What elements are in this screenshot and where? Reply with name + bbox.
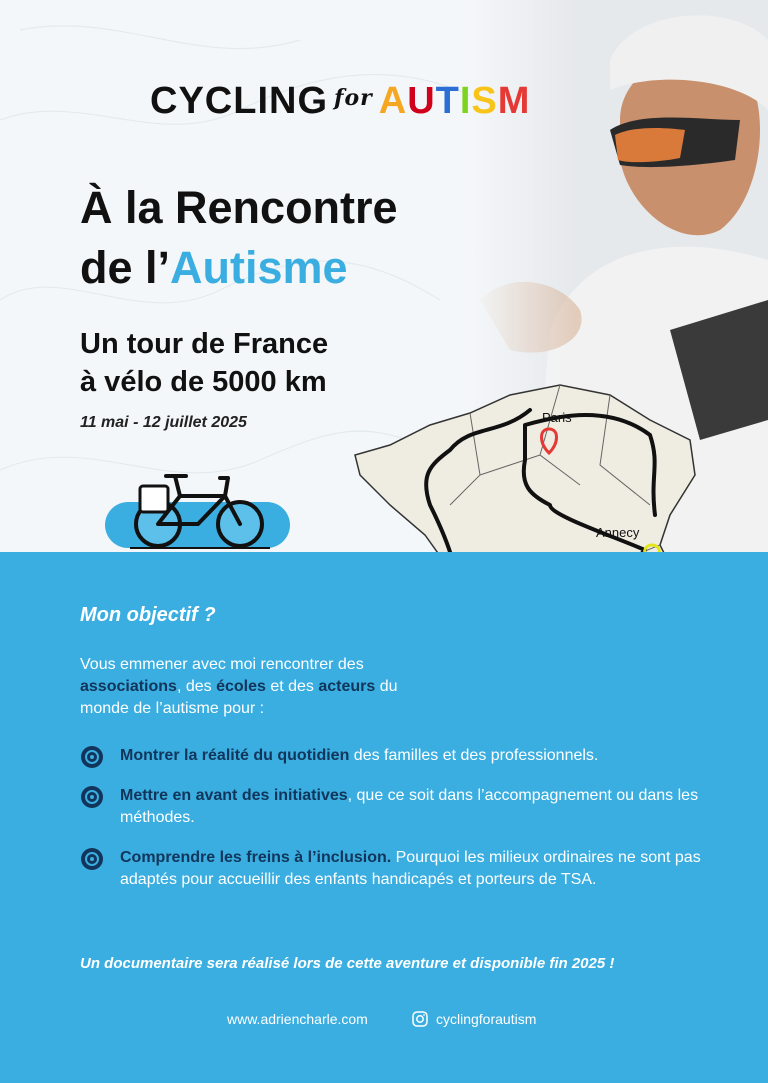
instagram-link[interactable]: cyclingforautism	[412, 1011, 536, 1027]
title-line-1: À la Rencontre	[80, 182, 398, 233]
list-item: Comprendre les freins à l’inclusion. Pourquoi les milieux ordinaires ne sont pas adaptés pour accueillir des enfants handicapés et porteurs de TSA.	[80, 847, 720, 891]
map-label-paris: Paris	[542, 410, 572, 425]
logo-letter: S	[471, 80, 498, 122]
website-link[interactable]: www.adriencharle.com	[227, 1011, 368, 1027]
target-icon	[80, 745, 104, 769]
list-item: Montrer la réalité du quotidien des familles et des professionnels.	[80, 745, 720, 767]
title-line-2: de l’Autisme	[80, 242, 348, 293]
objective-intro: Vous emmener avec moi rencontrer des associations, des écoles et des acteurs du monde de l’autisme pour :	[80, 656, 398, 717]
logo-for: for	[334, 85, 373, 111]
list-item: Mettre en avant des initiatives, que ce soit dans l’accompagnement ou dans les méthodes.	[80, 785, 720, 829]
bicycle-icon	[100, 466, 295, 552]
target-icon	[80, 847, 104, 871]
target-icon	[80, 785, 104, 809]
subtitle: Un tour de France à vélo de 5000 km	[80, 328, 329, 398]
logo-cycling: CYCLING	[150, 80, 328, 122]
objective-list	[80, 745, 720, 909]
logo-letter: U	[407, 80, 436, 122]
page-title	[80, 178, 398, 298]
logo-letter: M	[497, 80, 531, 122]
logo	[150, 80, 530, 123]
logo-letter: T	[435, 80, 460, 122]
objective-title: Mon objectif ?	[80, 604, 216, 626]
instagram-icon	[412, 1011, 428, 1027]
map-label-annecy: Annecy	[596, 525, 640, 540]
documentary-note: Un documentaire sera réalisé lors de cette aventure et disponible fin 2025 !	[80, 955, 615, 972]
title-highlight: Autisme	[170, 242, 348, 293]
dates: 11 mai - 12 juillet 2025	[80, 414, 247, 431]
logo-letter: A	[378, 80, 408, 122]
logo-letter: I	[459, 80, 472, 122]
